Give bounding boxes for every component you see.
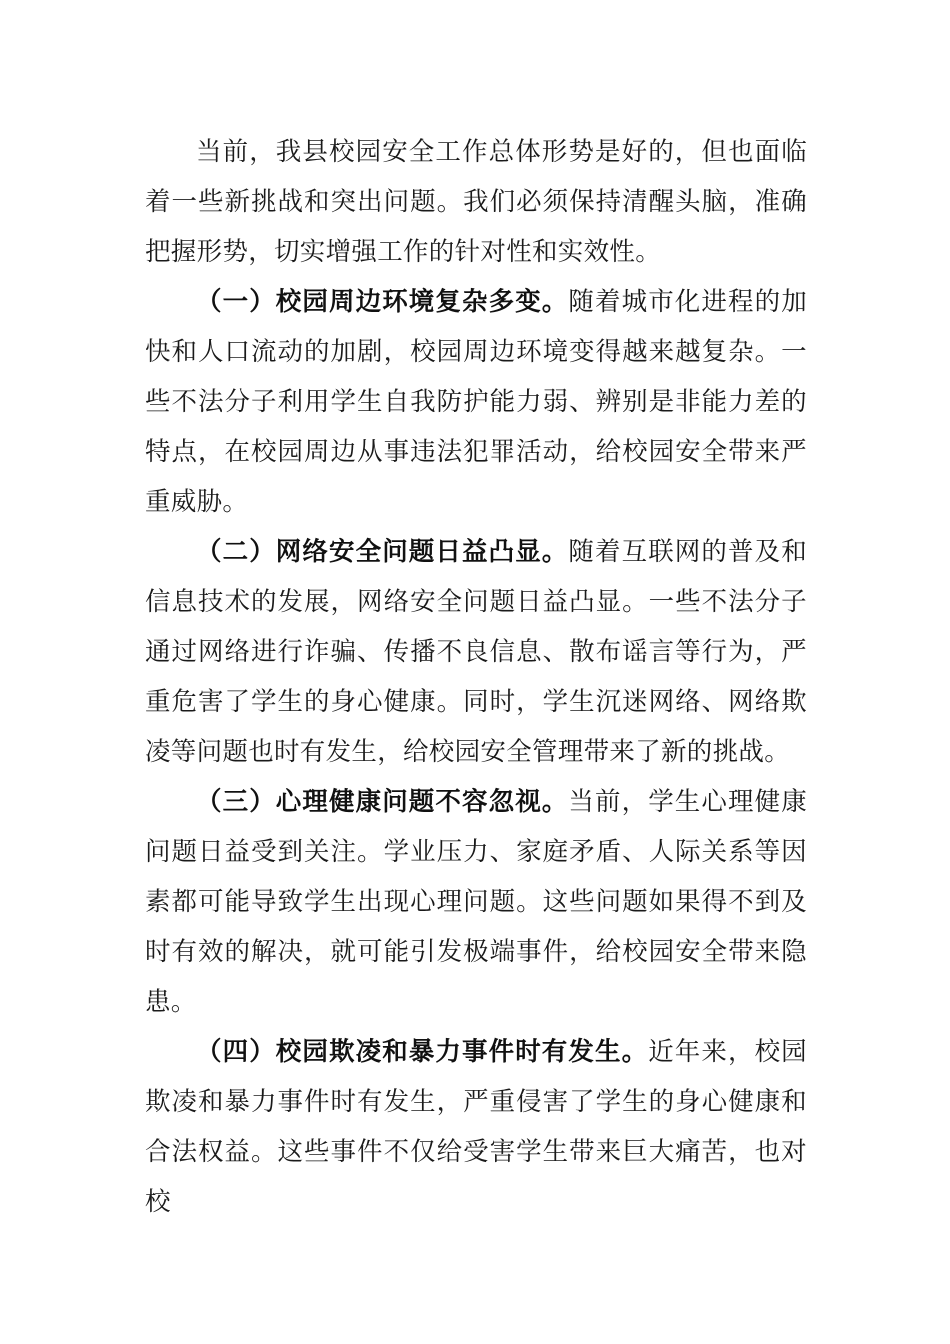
intro-paragraph <box>145 127 807 277</box>
section-paragraph-2 <box>145 527 807 777</box>
section-body-3: 当前，学生心理健康问题日益受到关注。学业压力、家庭矛盾、人际关系等因素都可能导致学生出现心理问题。这些问题如果得不到及时有效的解决，就可能引发极端事件，给校园安全带来隐患。 <box>145 787 808 1017</box>
section-heading-1: （一）校园周边环境复杂多变。 <box>196 287 569 317</box>
section-heading-2: （二）网络安全问题日益凸显。 <box>196 537 569 567</box>
document-body <box>145 127 807 1227</box>
section-paragraph-3 <box>145 777 807 1027</box>
section-heading-3: （三）心理健康问题不容忽视。 <box>196 787 569 817</box>
section-body-4: 近年来，校园欺凌和暴力事件时有发生，严重侵害了学生的身心健康和合法权益。这些事件不仅给受害学生带来巨大痛苦，也对校 <box>145 1037 807 1217</box>
section-body-2: 随着互联网的普及和信息技术的发展，网络安全问题日益凸显。一些不法分子通过网络进行诈骗、传播不良信息、散布谣言等行为，严重危害了学生的身心健康。同时，学生沉迷网络、网络欺凌等问题也时有发生，给校园安全管理带来了新的挑战。 <box>145 537 808 767</box>
section-heading-4: （四）校园欺凌和暴力事件时有发生。 <box>196 1037 649 1067</box>
section-body-1: 随着城市化进程的加快和人口流动的加剧，校园周边环境变得越来越复杂。一些不法分子利用学生自我防护能力弱、辨别是非能力差的特点，在校园周边从事违法犯罪活动，给校园安全带来严重威胁。 <box>145 287 808 517</box>
section-paragraph-4 <box>145 1027 807 1227</box>
intro-text: 当前，我县校园安全工作总体形势是好的，但也面临着一些新挑战和突出问题。我们必须保持清醒头脑，准确把握形势，切实增强工作的针对性和实效性。 <box>145 137 807 267</box>
section-paragraph-1 <box>145 277 807 527</box>
